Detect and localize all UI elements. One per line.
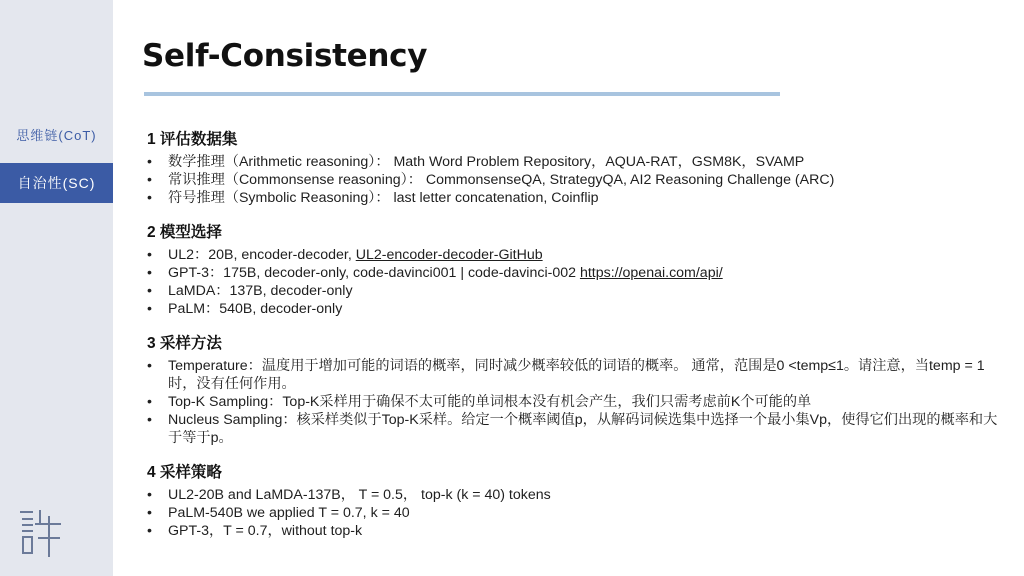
list-item: • Temperature：温度用于增加可能的词语的概率，同时减少概率较低的词语的概率。 通常，范围是0 <temp≤1。请注意，当temp = 1时，没有任何作用。 — [147, 358, 985, 392]
page-title: Self-Consistency — [142, 38, 428, 74]
section-sampling-strategy — [147, 460, 1007, 540]
sidebar-item-label: 思维链(CoT) — [16, 127, 97, 143]
section-heading: 3 采样方法 — [147, 335, 222, 352]
xu-character-logo-icon — [18, 508, 64, 558]
sidebar-item-cot[interactable] — [0, 114, 113, 154]
list-item: • 符号推理（Symbolic Reasoning）： last letter concatenation, Coinflip — [147, 190, 599, 206]
section-heading: 2 模型选择 — [147, 224, 222, 241]
section-heading: 4 采样策略 — [147, 464, 222, 481]
section-sampling-methods — [147, 331, 1007, 447]
list-item: • Top-K Sampling：Top-K采样用于确保不太可能的单词根本没有机会产生，我们只需考虑前K个可能的单 — [147, 394, 812, 410]
openai-api-link[interactable]: https://openai.com/api/ — [579, 265, 723, 281]
list-item: • GPT-3：175B, decoder-only, code-davinci001 | code-davinci-002 https://openai.com/api/ — [147, 265, 723, 281]
list-item: • LaMDA：137B, decoder-only — [147, 283, 353, 299]
list-item: • UL2-20B and LaMDA-137B， T = 0.5， top-k (k = 40) tokens — [147, 487, 551, 503]
section-models — [147, 220, 1007, 318]
list-item: • UL2：20B, encoder-decoder, UL2-encoder-decoder-GitHub — [147, 247, 543, 263]
sidebar — [0, 0, 113, 576]
list-item: • PaLM-540B we applied T = 0.7, k = 40 — [147, 505, 410, 521]
section-datasets — [147, 127, 1007, 207]
list-item: • PaLM：540B, decoder-only — [147, 301, 343, 317]
sidebar-item-label: 自治性(SC) — [17, 175, 96, 191]
main-content — [147, 127, 1007, 553]
list-item: • Nucleus Sampling：核采样类似于Top-K采样。给定一个概率阈值p，从解码词候选集中选择一个最小集Vp，使得它们出现的概率和大于等于p。 — [147, 412, 998, 446]
list-item: • GPT-3，T = 0.7，without top-k — [147, 523, 363, 539]
sidebar-item-sc[interactable] — [0, 163, 113, 203]
ul2-github-link[interactable]: UL2-encoder-decoder-GitHub — [355, 247, 543, 263]
list-item: • 常识推理（Commonsense reasoning）： CommonsenseQA, StrategyQA, AI2 Reasoning Challenge (ARC) — [147, 172, 835, 188]
title-divider — [144, 92, 780, 96]
list-item: • 数学推理（Arithmetic reasoning）： Math Word Problem Repository，AQUA-RAT，GSM8K，SVAMP — [147, 154, 805, 170]
section-heading: 1 评估数据集 — [147, 131, 238, 148]
